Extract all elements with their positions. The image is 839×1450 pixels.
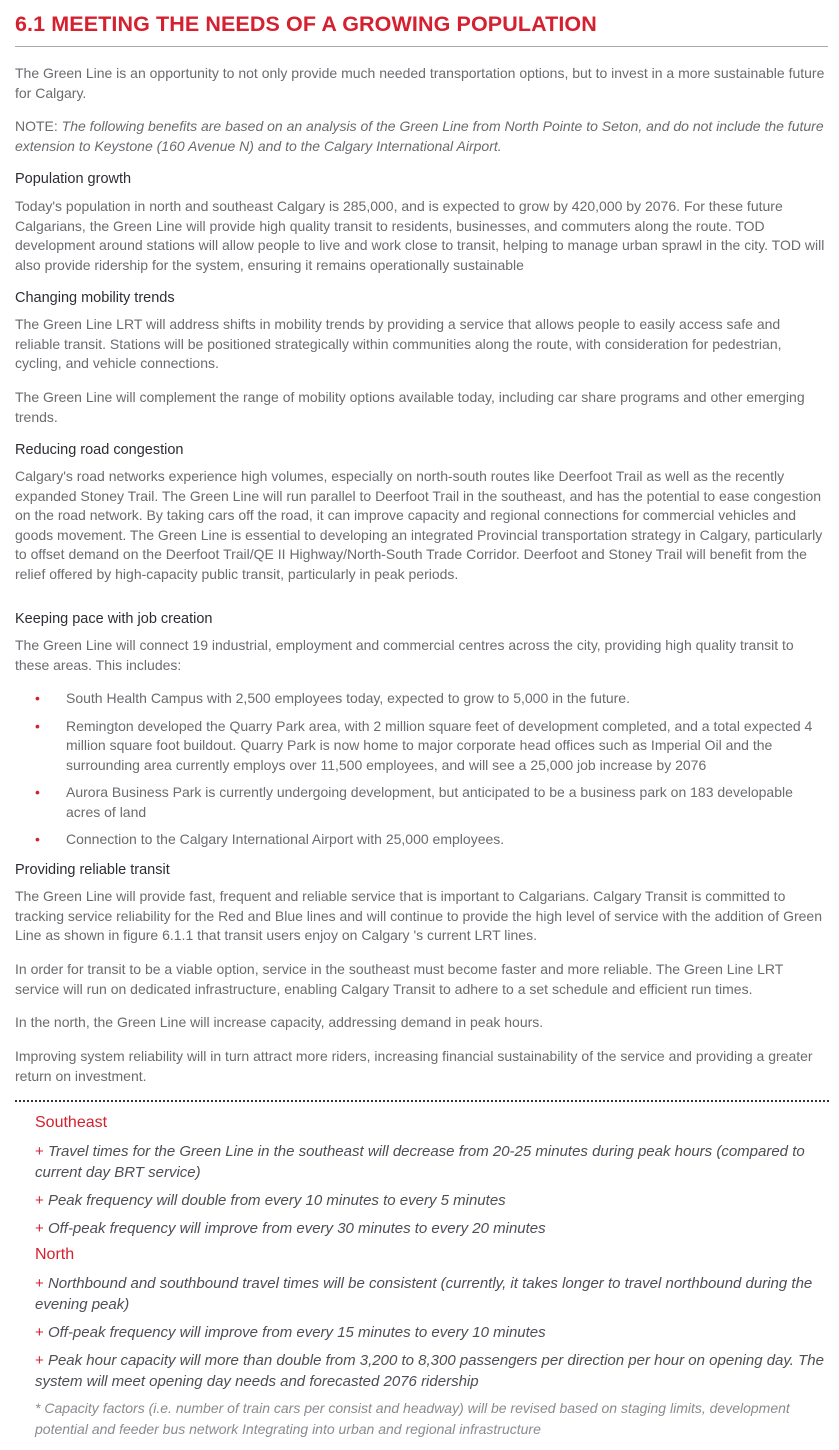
heading-job-creation: Keeping pace with job creation [15, 611, 213, 627]
reliable-paragraph-4: Improving system reliability will in turn attract more riders, increasing financial sustainability of the service and providing a greater return on investment. [15, 1048, 813, 1084]
plus-icon: + [35, 1220, 44, 1237]
note-text: The following benefits are based on an analysis of the Green Line from North Pointe to Seton, and do not include the future extension to Keystone (160 Avenue N) and to the Calgary International Airport. [15, 118, 824, 154]
capacity-footnote: * Capacity factors (i.e. number of train cars per consist and headway) will be revised based on staging limits, development potential and feeder bus network Integrating into urban and regional infrastructure [35, 1400, 790, 1437]
bullet-icon: • [35, 717, 40, 734]
list-item: + Off-peak frequency will improve from every 15 minutes to every 10 minutes [35, 1324, 546, 1341]
plus-icon: + [35, 1275, 44, 1292]
heading-reliable-transit: Providing reliable transit [15, 862, 170, 878]
congestion-paragraph: Calgary's road networks experience high volumes, especially on north-south routes like Deerfoot Trail as well as the recently expanded Stoney Trail. The Green Line will run parallel to Deerfoot Trail in the southeast, and has the potential to ease congestion on the road network. By taking cars off the road, it can improve capacity and regional connections for commercial vehicles and goods movement. The Green Line is essential to developing an integrated Provincial transportation strategy in Calgary, particularly to offset demand on the Deerfoot Trail/QE II Highway/North-South Trade Corridor. Deerfoot and Stoney Trail will benefit from the relief offered by high-capacity public transit, particularly in peak periods. [15, 468, 823, 582]
heading-changing-mobility: Changing mobility trends [15, 290, 175, 306]
list-item: • South Health Campus with 2,500 employees today, expected to grow to 5,000 in the future. [15, 689, 829, 709]
service-improvements-callout [35, 1113, 830, 1440]
plus-icon: + [35, 1192, 44, 1209]
heading-road-congestion: Reducing road congestion [15, 442, 184, 458]
page-title: 6.1 MEETING THE NEEDS OF A GROWING POPULATION [15, 12, 597, 36]
note-label: NOTE: [15, 118, 62, 134]
heading-population-growth: Population growth [15, 171, 132, 187]
list-item: • Connection to the Calgary International Airport with 25,000 employees. [15, 830, 829, 850]
region-label-north: North [35, 1246, 75, 1263]
list-item: + Peak frequency will double from every 10 minutes to every 5 minutes [35, 1192, 506, 1209]
note-paragraph [15, 117, 829, 156]
reliable-paragraph-1: The Green Line will provide fast, frequent and reliable service that is important to Calgarians. Calgary Transit is committed to tracking service reliability for the Red and Blue lines and will continue to provide the high level of service with the addition of Green Line as shown in figure 6.1.1 that transit users enjoy on Calgary 's current LRT lines. [15, 888, 822, 943]
bullet-icon: • [35, 831, 40, 847]
plus-icon: + [35, 1324, 44, 1341]
reliable-paragraph-2: In order for transit to be a viable option, service in the southeast must become faster and more reliable. The Green Line LRT service will run on dedicated infrastructure, enabling Calgary Transit to adhere to a set schedule and efficient run times. [15, 961, 784, 997]
plus-icon: + [35, 1143, 44, 1160]
plus-icon: + [35, 1352, 44, 1369]
list-item: • Aurora Business Park is currently undergoing development, but anticipated to be a business park on 183 developable acres of land [35, 784, 793, 820]
bullet-icon: • [35, 690, 40, 706]
list-item: + Peak hour capacity will more than double from 3,200 to 8,300 passengers per direction per hour on opening day. The system will meet opening day needs and forecasted 2076 ridership [35, 1352, 824, 1390]
list-item: + Northbound and southbound travel times will be consistent (currently, it takes longer to travel northbound during the evening peak) [35, 1275, 813, 1313]
bullet-icon: • [35, 784, 40, 800]
mobility-paragraph-1: The Green Line LRT will address shifts in mobility trends by providing a service that allows people to easily access safe and reliable transit. Stations will be positioned strategically within communities along the route, with consideration for pedestrian, cycling, and vehicle connections. [15, 316, 782, 371]
list-item: + Travel times for the Green Line in the southeast will decrease from 20-25 minutes during peak hours (compared to current day BRT service) [35, 1143, 805, 1181]
list-item: • Remington developed the Quarry Park area, with 2 million square feet of development completed, and a total expected 4 million square foot buildout. Quarry Park is now home to major corporate head offices such as Imperial Oil and the surrounding area currently employs over 11,500 employees, and will see a 25,000 job increase by 2076 [35, 717, 813, 773]
list-item: + Off-peak frequency will improve from every 30 minutes to every 20 minutes [35, 1220, 546, 1237]
jobs-paragraph: The Green Line will connect 19 industrial, employment and commercial centres across the city, providing high quality transit to these areas. This includes: [15, 637, 794, 673]
region-label-southeast: Southeast [35, 1114, 108, 1131]
reliable-paragraph-3: In the north, the Green Line will increase capacity, addressing demand in peak hours. [15, 1014, 544, 1030]
title-divider [15, 46, 828, 47]
mobility-paragraph-2: The Green Line will complement the range of mobility options available today, including car share programs and other emerging trends. [15, 389, 805, 425]
dotted-divider [15, 1100, 829, 1102]
population-paragraph: Today's population in north and southeast Calgary is 285,000, and is expected to grow by 420,000 by 2076. For these future Calgarians, the Green Line will provide high quality transit to residents, businesses, and commuters along the route. TOD development around stations will allow people to live and work close to transit, helping to manage urban sprawl in the city. TOD will also provide ridership for the system, ensuring it remains operationally sustainable [15, 198, 825, 273]
employment-centres-list [15, 689, 829, 850]
intro-paragraph: The Green Line is an opportunity to not only provide much needed transportation options, but to invest in a more sustainable future for Calgary. [15, 65, 825, 101]
